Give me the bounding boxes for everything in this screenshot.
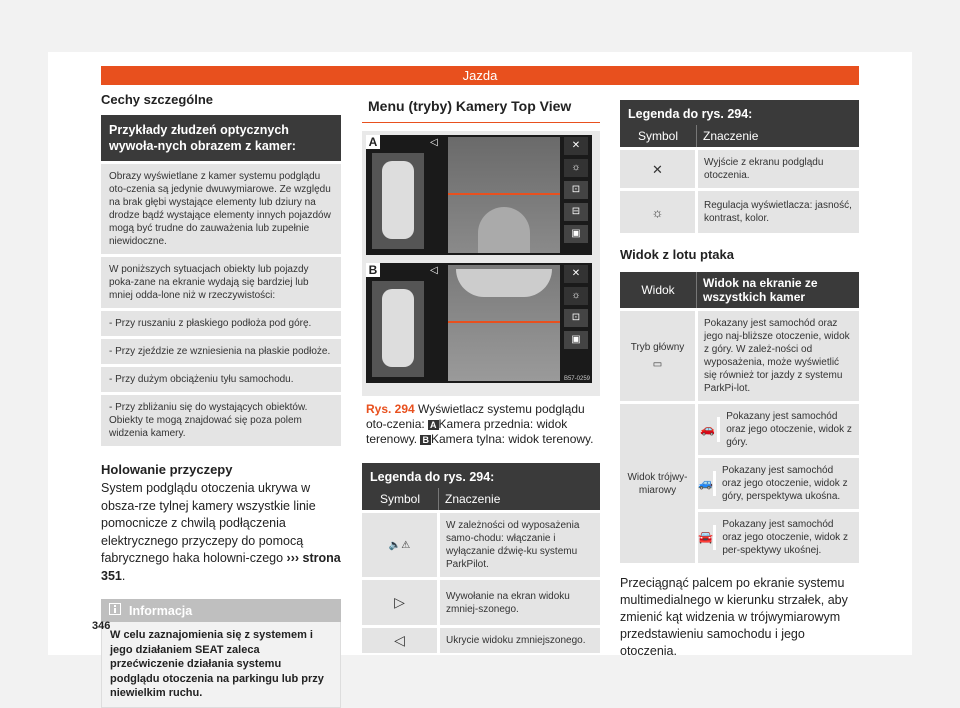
view-table (620, 272, 859, 563)
view-icon[interactable]: ⊟ (564, 203, 588, 221)
close-icon[interactable]: ✕ (564, 265, 588, 283)
figure-code: B57-0259 (563, 376, 590, 382)
section-title: Cechy szczególne (101, 92, 213, 107)
table-row (362, 512, 600, 579)
left-column (101, 92, 341, 708)
col-header: Widok na ekranie ze wszystkich kamer (697, 272, 860, 310)
car-rear (456, 269, 552, 297)
car-top-view (372, 153, 424, 249)
play-left-icon: ◁ (362, 627, 439, 654)
page-header: Jazda (101, 66, 859, 85)
brightness-icon[interactable]: ☼ (564, 159, 588, 177)
camera-screen-a (366, 135, 592, 255)
mode-cell (620, 310, 697, 403)
side-buttons (564, 265, 588, 381)
camera-screen-b (366, 263, 592, 383)
rear-camera-view (448, 265, 560, 381)
info-header: Informacja (101, 599, 341, 622)
car-icon (382, 289, 414, 367)
table-cell: Regulacja wyświetlacza: jasność, kontrast, kolor. (697, 190, 860, 234)
table-cell: Pokazany jest samochód oraz jego otoczenie, widok z per-spektywy ukośnej. (722, 519, 848, 556)
table-row (362, 579, 600, 627)
table-cell: Pokazany jest samochód oraz jego otoczenie, widok z góry, perspektywa ukośna. (721, 465, 848, 502)
section-title: Widok z lotu ptaka (620, 247, 734, 262)
section-heading: Menu (tryby) Kamery Top View (362, 92, 600, 123)
legend-title: Legenda do rys. 294: (620, 100, 859, 125)
main-view-icon[interactable]: ▭ (652, 359, 663, 370)
table-row (620, 403, 859, 457)
label-a: A (366, 135, 380, 149)
car-top-view (372, 281, 424, 377)
view-icon[interactable]: ⊡ (564, 181, 588, 199)
side-buttons (564, 137, 588, 253)
col-header: Znaczenie (697, 125, 860, 149)
car-hood (478, 207, 530, 253)
brightness-icon: ☼ (620, 190, 697, 234)
close-icon: ✕ (620, 149, 697, 190)
col-header: Symbol (362, 488, 439, 512)
table-cell: W zależności od wyposażenia samo-chodu: włączanie i wyłączanie dźwię-ku systemu ParkPilot. (439, 512, 601, 579)
view-row (697, 403, 860, 457)
mode-label: Widok trójwy-miarowy (627, 471, 688, 496)
text-box: Obrazy wyświetlane z kamer systemu podglądu oto-czenia są jedynie dwuwymiarowe. Ze względu na brak głębi wystające elementy lub dziury na drodze bądź wystające elementy innych pojazdów mogą być trudne do zauważenia lub zupełnie niewidoczne. (101, 164, 341, 254)
page-number: 346 (92, 620, 111, 632)
sound-settings-icon: 🔈⚠ (362, 512, 439, 579)
table-row (620, 310, 859, 403)
info-icon (109, 603, 121, 618)
table-row (620, 190, 859, 234)
info-box (101, 599, 341, 708)
oblique-view-icon[interactable]: 🚘 (698, 525, 716, 550)
table-row (362, 627, 600, 654)
text-box: W poniższych sytuacjach obiekty lub pojazdy poka-zane na ekranie wydają się bardziej lub mniej odda-lone niż w rzeczywistości: (101, 257, 341, 308)
camera-icon[interactable]: ▣ (564, 225, 588, 243)
closing-text: Przeciągnąć palcem po ekranie systemu multimedialnego w kierunku strzałek, aby zmienić kąt widzenia w trójwymiarowym przedstawieniu samochodu i jego otoczenia. (620, 576, 848, 658)
table-cell: Ukrycie widoku zmniejszonego. (439, 627, 601, 654)
info-text: W celu zaznajomienia się z systemem i jego działaniem SEAT zaleca przećwiczenie działania systemu podglądu otoczenia na parkingu lub przy niewielkim ruchu. (101, 622, 341, 708)
guide-line (448, 193, 560, 195)
play-right-icon: ▷ (362, 579, 439, 627)
legend-table (362, 463, 600, 653)
table-cell: Pokazany jest samochód oraz jego naj-bliższe otoczenie, widok z góry. W zależ-ności od wyposażenia, może wyświetlić się również tor jazdy z systemu ParkPi-lot. (697, 310, 860, 403)
middle-column (362, 92, 600, 653)
front-camera-view (448, 137, 560, 253)
play-left-icon[interactable]: ◁ (430, 265, 438, 276)
figure-caption: Rys. 294 Wyświetlacz systemu podglądu oto-czenia: A Kamera przednia: widok terenowy. B Kamera tylna: widok terenowy. (366, 402, 594, 446)
legend-title: Legenda do rys. 294: (362, 463, 600, 488)
page-link[interactable]: ››› strona 351 (101, 551, 341, 583)
top-view-icon[interactable]: 🚗 (698, 417, 720, 442)
col-header: Symbol (620, 125, 697, 149)
list-item: - Przy zbliżaniu się do wystających obiektów. Obiekty te mogą znajdować się poza polem widzenia kamery. (101, 395, 341, 446)
view-icon[interactable]: ⊡ (564, 309, 588, 327)
tow-text: System podglądu otoczenia ukrywa w obsza-rze tylnej kamery wszystkie linie pomocnicze z chwilą podłączenia elektrycznego przyczepy do pomocą fabrycznego haka holowni-czego ››› strona 351. (101, 481, 341, 583)
table-row (620, 149, 859, 190)
view-row (697, 457, 860, 511)
guide-line (448, 321, 560, 323)
tow-title: Holowanie przyczepy (101, 462, 233, 477)
mode-label: Tryb główny (630, 342, 685, 353)
close-icon[interactable]: ✕ (564, 137, 588, 155)
col-header: Znaczenie (439, 488, 601, 512)
camera-icon[interactable]: ▣ (564, 331, 588, 349)
table-cell: Wywołanie na ekran widoku zmniej-szonego. (439, 579, 601, 627)
warning-bar: Przykłady złudzeń optycznych wywoła-nych obrazem z kamer: (101, 115, 341, 161)
table-cell: Pokazany jest samochód oraz jego otoczenie, widok z góry. (726, 411, 852, 448)
car-icon (382, 161, 414, 239)
legend-table (620, 100, 859, 233)
list-item: - Przy ruszaniu z płaskiego podłoża pod górę. (101, 311, 341, 336)
oblique-top-view-icon[interactable]: 🚙 (698, 471, 716, 496)
list-item: - Przy dużym obciążeniu tyłu samochodu. (101, 367, 341, 392)
label-b: B (366, 263, 380, 277)
right-column (620, 100, 859, 660)
camera-figure (362, 131, 600, 396)
play-left-icon[interactable]: ◁ (430, 137, 438, 148)
col-header: Widok (620, 272, 697, 310)
mode-cell (620, 403, 697, 564)
table-cell: Wyjście z ekranu podglądu otoczenia. (697, 149, 860, 190)
brightness-icon[interactable]: ☼ (564, 287, 588, 305)
list-item: - Przy zjeździe ze wzniesienia na płaskie podłoże. (101, 339, 341, 364)
view-row (697, 511, 860, 564)
